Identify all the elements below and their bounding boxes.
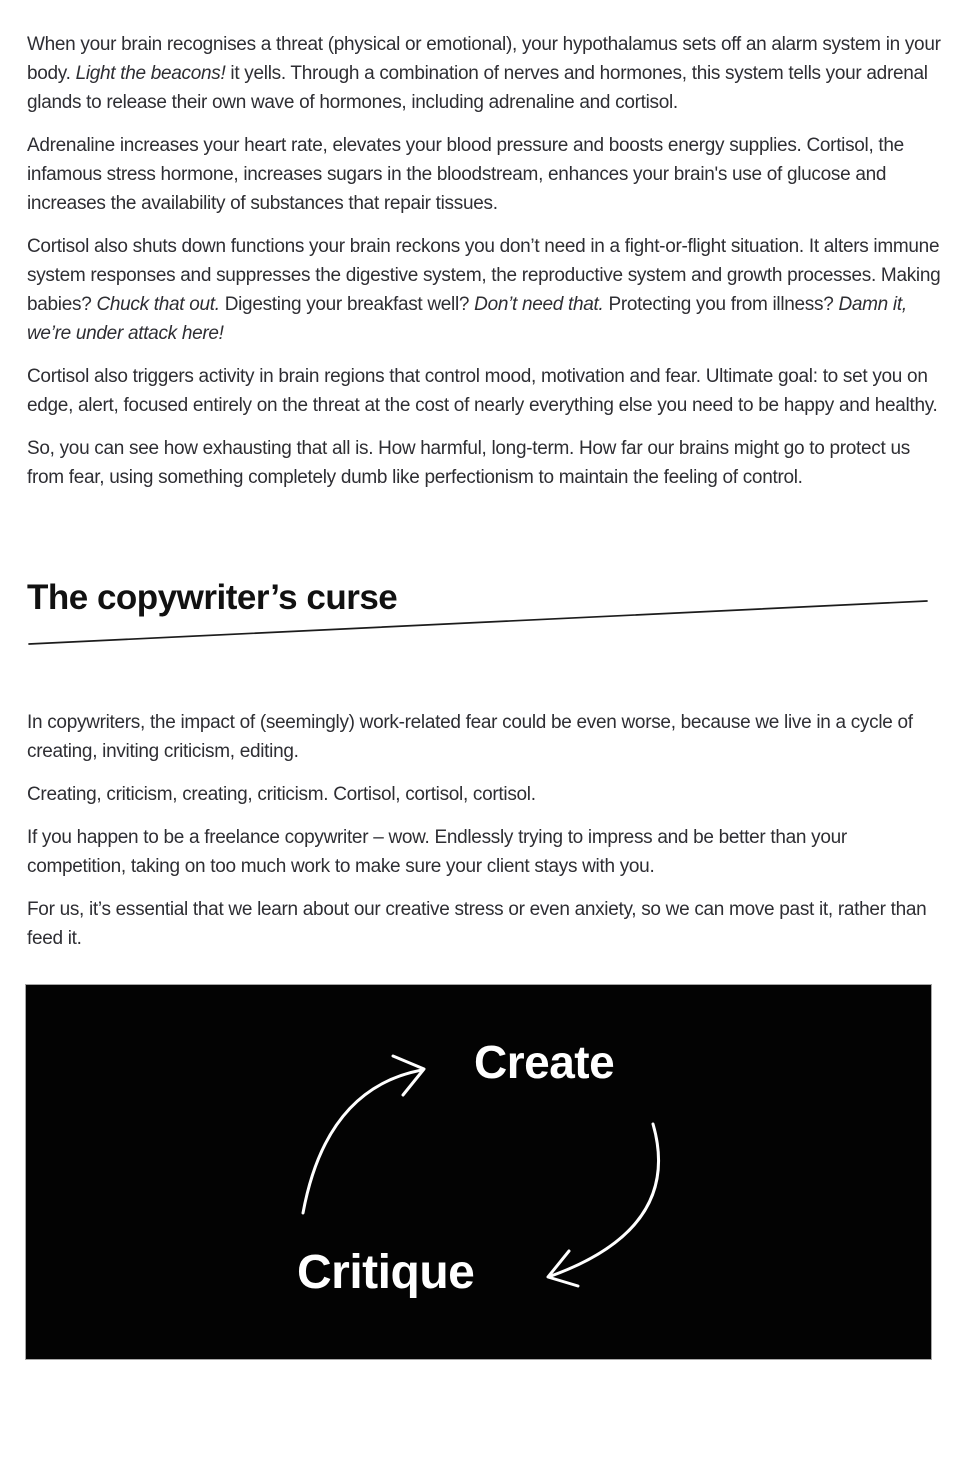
paragraph: Creating, criticism, creating, criticism. Cortisol, cortisol, cortisol.	[27, 784, 536, 805]
figure-label-create: Create	[474, 1036, 615, 1088]
create-critique-figure	[25, 984, 932, 1360]
section-heading: The copywriter’s curse	[27, 578, 398, 617]
body-paragraphs	[27, 708, 941, 953]
paragraph: Adrenaline increases your heart rate, elevates your blood pressure and boosts energy supplies. Cortisol, the infamous stress hormone, increases sugars in the bloodstream, enhances your brain's use of glucose and increases the availability of substances that repair tissues.	[27, 135, 904, 214]
intro-paragraphs	[27, 30, 941, 492]
paragraph: So, you can see how exhausting that all is. How harmful, long-term. How far our brains might go to protect us from fear, using something completely dumb like perfectionism to maintain the feeling of control.	[27, 438, 910, 488]
paragraph: Cortisol also triggers activity in brain regions that control mood, motivation and fear. Ultimate goal: to set you on edge, alert, focused entirely on the threat at the cost of nearly everything else you need to be happy and healthy.	[27, 366, 938, 416]
cycle-arrows-icon	[26, 985, 931, 1359]
paragraph: If you happen to be a freelance copywriter – wow. Endlessly trying to impress and be better than your competition, taking on too much work to make sure your client stays with you.	[27, 827, 847, 877]
paragraph: Cortisol also shuts down functions your brain reckons you don’t need in a fight-or-flight situation. It alters immune system responses and suppresses the digestive system, the reproductive system and growth processes. Making babies? Chuck that out. Digesting your breakfast well? Don’t need that. Protecting you from illness? Damn it, we’re under attack here!	[27, 236, 941, 344]
paragraph: In copywriters, the impact of (seemingly) work-related fear could be even worse, because we live in a cycle of creating, inviting criticism, editing.	[27, 712, 913, 762]
figure-label-critique: Critique	[297, 1246, 475, 1299]
paragraph: For us, it’s essential that we learn about our creative stress or even anxiety, so we can move past it, rather than feed it.	[27, 899, 927, 949]
paragraph: When your brain recognises a threat (physical or emotional), your hypothalamus sets off an alarm system in your body. Light the beacons! it yells. Through a combination of nerves and hormones, this system tells your adrenal glands to release their own wave of hormones, including adrenaline and cortisol.	[27, 34, 941, 113]
